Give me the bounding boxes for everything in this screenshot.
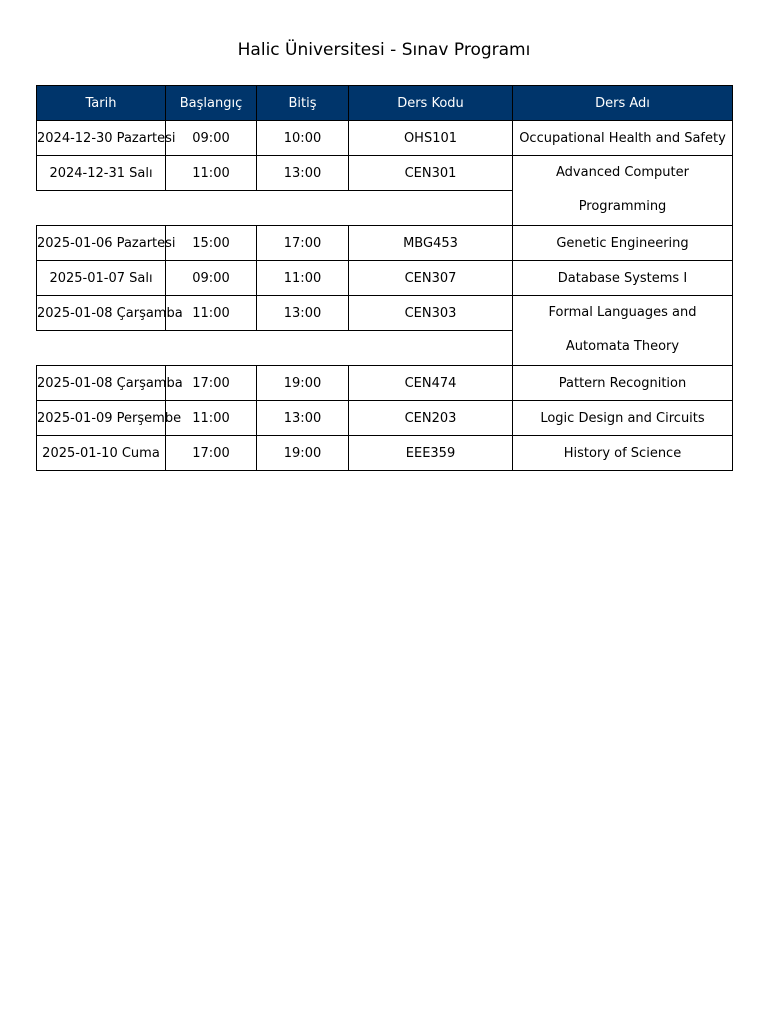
cell-bitis: 19:00 — [257, 366, 349, 401]
cell-ders-adi: Logic Design and Circuits — [513, 401, 733, 436]
cell-bitis: 17:00 — [257, 226, 349, 261]
cell-bitis: 10:00 — [257, 121, 349, 156]
ders-adi-line-1: Advanced Computer — [556, 165, 689, 180]
header-ders-adi: Ders Adı — [513, 86, 733, 121]
cell-bitis: 13:00 — [257, 296, 349, 331]
cell-ders-adi: Pattern Recognition — [513, 366, 733, 401]
page-title: Halic Üniversitesi - Sınav Programı — [237, 40, 531, 60]
cell-ders-adi — [513, 156, 733, 226]
cell-bitis: 13:00 — [257, 156, 349, 191]
table-row — [37, 226, 733, 261]
cell-baslangic: 17:00 — [166, 366, 257, 401]
ders-adi-line-2: Programming — [578, 199, 667, 214]
cell-ders-adi: Database Systems I — [513, 261, 733, 296]
cell-baslangic: 09:00 — [166, 261, 257, 296]
cell-baslangic: 09:00 — [166, 121, 257, 156]
ders-adi-line-2: Automata Theory — [565, 339, 680, 354]
cell-ders-kodu: CEN307 — [349, 261, 513, 296]
cell-tarih: 2025-01-08 Çarşamba — [37, 366, 166, 401]
cell-bitis: 19:00 — [257, 436, 349, 471]
table-row — [37, 156, 733, 191]
cell-tarih: 2025-01-06 Pazartesi — [37, 226, 166, 261]
cell-baslangic: 17:00 — [166, 436, 257, 471]
table-row — [37, 401, 733, 436]
cell-ders-kodu: CEN474 — [349, 366, 513, 401]
header-tarih: Tarih — [37, 86, 166, 121]
header-baslangic: Başlangıç — [166, 86, 257, 121]
header-bitis: Bitiş — [257, 86, 349, 121]
table-header-row — [37, 86, 733, 121]
exam-schedule-table — [36, 85, 733, 471]
cell-ders-adi — [513, 296, 733, 366]
table-row — [37, 366, 733, 401]
cell-tarih: 2025-01-07 Salı — [37, 261, 166, 296]
cell-baslangic: 11:00 — [166, 156, 257, 191]
table-row — [37, 436, 733, 471]
spacer-cell — [37, 331, 513, 366]
table-row — [37, 261, 733, 296]
cell-baslangic: 15:00 — [166, 226, 257, 261]
cell-ders-kodu: MBG453 — [349, 226, 513, 261]
cell-ders-kodu: EEE359 — [349, 436, 513, 471]
spacer-cell — [37, 191, 513, 226]
cell-ders-adi: Occupational Health and Safety — [513, 121, 733, 156]
cell-tarih: 2024-12-30 Pazartesi — [37, 121, 166, 156]
cell-bitis: 11:00 — [257, 261, 349, 296]
cell-ders-kodu: CEN303 — [349, 296, 513, 331]
table-row — [37, 121, 733, 156]
cell-ders-kodu: CEN203 — [349, 401, 513, 436]
cell-tarih: 2025-01-10 Cuma — [37, 436, 166, 471]
cell-ders-kodu: CEN301 — [349, 156, 513, 191]
cell-tarih: 2025-01-09 Perşembe — [37, 401, 166, 436]
table-row — [37, 296, 733, 331]
header-ders-kodu: Ders Kodu — [349, 86, 513, 121]
cell-ders-adi: History of Science — [513, 436, 733, 471]
cell-baslangic: 11:00 — [166, 401, 257, 436]
cell-baslangic: 11:00 — [166, 296, 257, 331]
cell-ders-kodu: OHS101 — [349, 121, 513, 156]
cell-tarih: 2025-01-08 Çarşamba — [37, 296, 166, 331]
cell-bitis: 13:00 — [257, 401, 349, 436]
ders-adi-line-1: Formal Languages and — [548, 305, 697, 320]
cell-tarih: 2024-12-31 Salı — [37, 156, 166, 191]
cell-ders-adi: Genetic Engineering — [513, 226, 733, 261]
